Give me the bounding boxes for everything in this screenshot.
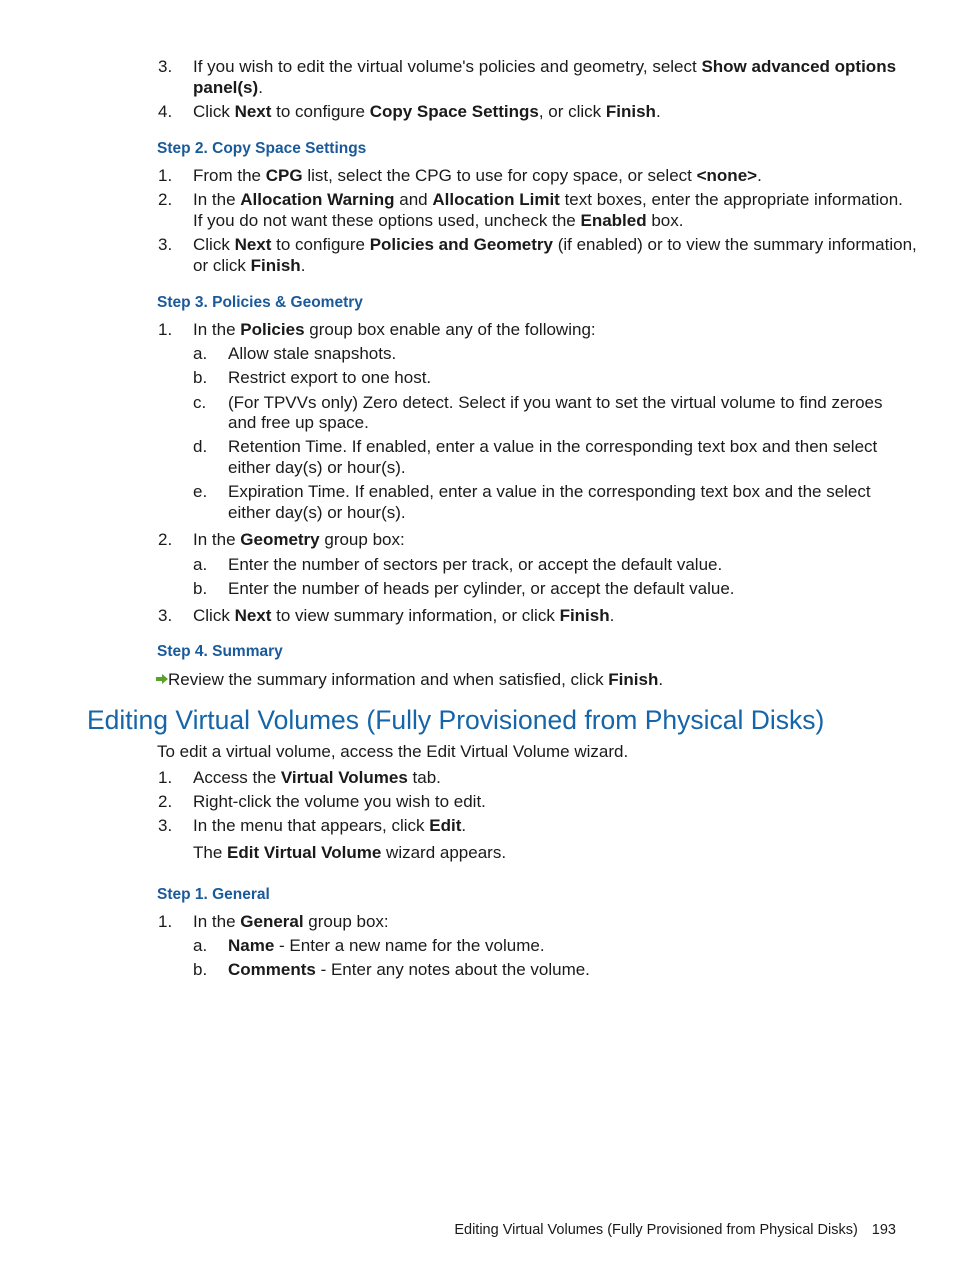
- page-number: 193: [871, 1222, 896, 1238]
- list-item-text: In the Allocation Warning and Allocation Limit text boxes, enter the appropriate information.: [193, 190, 903, 209]
- section-intro: To edit a virtual volume, access the Edit Virtual Volume wizard.: [157, 742, 629, 761]
- list-number: 1.: [158, 768, 173, 787]
- list-number: 3.: [158, 57, 173, 76]
- footer-title: Editing Virtual Volumes (Fully Provisioned from Physical Disks): [454, 1222, 858, 1238]
- sublist-item-text: Enter the number of sectors per track, or accept the default value.: [228, 555, 723, 574]
- list-item-text: In the Policies group box enable any of the following:: [193, 320, 596, 339]
- sublist-item-text: Allow stale snapshots.: [228, 344, 397, 363]
- list-number: 3.: [158, 606, 173, 625]
- list-item-text: In the General group box:: [193, 912, 389, 931]
- sublist-item-text: Name - Enter a new name for the volume.: [228, 936, 545, 955]
- list-item-text-cont: If you do not want these options used, uncheck the Enabled box.: [193, 211, 684, 230]
- list-number: 1.: [158, 166, 173, 185]
- list-number: 1.: [158, 912, 173, 931]
- subheading-step4: Step 4. Summary: [157, 643, 283, 660]
- sublist-letter: a.: [193, 936, 208, 955]
- section-title: Editing Virtual Volumes (Fully Provisioned from Physical Disks): [87, 705, 825, 735]
- list-number: 3.: [158, 235, 173, 254]
- sublist-item-text: Expiration Time. If enabled, enter a value in the corresponding text box and the select: [228, 482, 871, 501]
- sublist-item-text: Restrict export to one host.: [228, 368, 432, 387]
- list-number: 3.: [158, 816, 173, 835]
- sublist-letter: c.: [193, 393, 207, 412]
- list-number: 2.: [158, 190, 173, 209]
- list-item-text: If you wish to edit the virtual volume's policies and geometry, select Show advanced options: [193, 57, 897, 76]
- sublist-item-text: Enter the number of heads per cylinder, or accept the default value.: [228, 579, 735, 598]
- list-item-text: In the Geometry group box:: [193, 530, 405, 549]
- list-item-text: From the CPG list, select the CPG to use for copy space, or select <none>.: [193, 166, 762, 185]
- list-item-text: Click Next to configure Copy Space Settings, or click Finish.: [193, 102, 661, 121]
- sublist-letter: b.: [193, 960, 208, 979]
- sublist-letter: a.: [193, 555, 208, 574]
- list-number: 2.: [158, 530, 173, 549]
- list-item-text: Click Next to view summary information, or click Finish.: [193, 606, 615, 625]
- sublist-letter: b.: [193, 579, 208, 598]
- sublist-letter: e.: [193, 482, 208, 501]
- arrow-right-icon: [155, 672, 169, 686]
- sublist-item-text: (For TPVVs only) Zero detect. Select if you want to set the virtual volume to find zeroes: [228, 393, 883, 412]
- page-footer: [454, 1222, 896, 1238]
- subheading-step3: Step 3. Policies & Geometry: [157, 294, 363, 311]
- list-item-text: Click Next to configure Policies and Geometry (if enabled) or to view the summary information,: [193, 235, 917, 254]
- list-number: 1.: [158, 320, 173, 339]
- list-item-text: Right-click the volume you wish to edit.: [193, 792, 486, 811]
- sublist-letter: b.: [193, 368, 208, 387]
- sublist-item-text: Retention Time. If enabled, enter a value in the corresponding text box and then select: [228, 437, 878, 456]
- sublist-letter: a.: [193, 344, 208, 363]
- sublist-item-text-cont: either day(s) or hour(s).: [228, 503, 406, 522]
- list-number: 2.: [158, 792, 173, 811]
- list-number: 4.: [158, 102, 173, 121]
- subheading-step1: Step 1. General: [157, 886, 270, 903]
- summary-instruction: Review the summary information and when satisfied, click Finish.: [168, 670, 664, 689]
- sublist-item-text: Comments - Enter any notes about the volume.: [228, 960, 590, 979]
- list-item-text-cont: panel(s).: [193, 78, 263, 97]
- list-item-text-cont: or click Finish.: [193, 256, 306, 275]
- list-item-text: In the menu that appears, click Edit.: [193, 816, 467, 835]
- wizard-note: The Edit Virtual Volume wizard appears.: [193, 843, 507, 862]
- list-item-text: Access the Virtual Volumes tab.: [193, 768, 441, 787]
- sublist-letter: d.: [193, 437, 208, 456]
- sublist-item-text-cont: either day(s) or hour(s).: [228, 458, 406, 477]
- sublist-item-text-cont: and free up space.: [228, 413, 369, 432]
- subheading-step2: Step 2. Copy Space Settings: [157, 140, 367, 157]
